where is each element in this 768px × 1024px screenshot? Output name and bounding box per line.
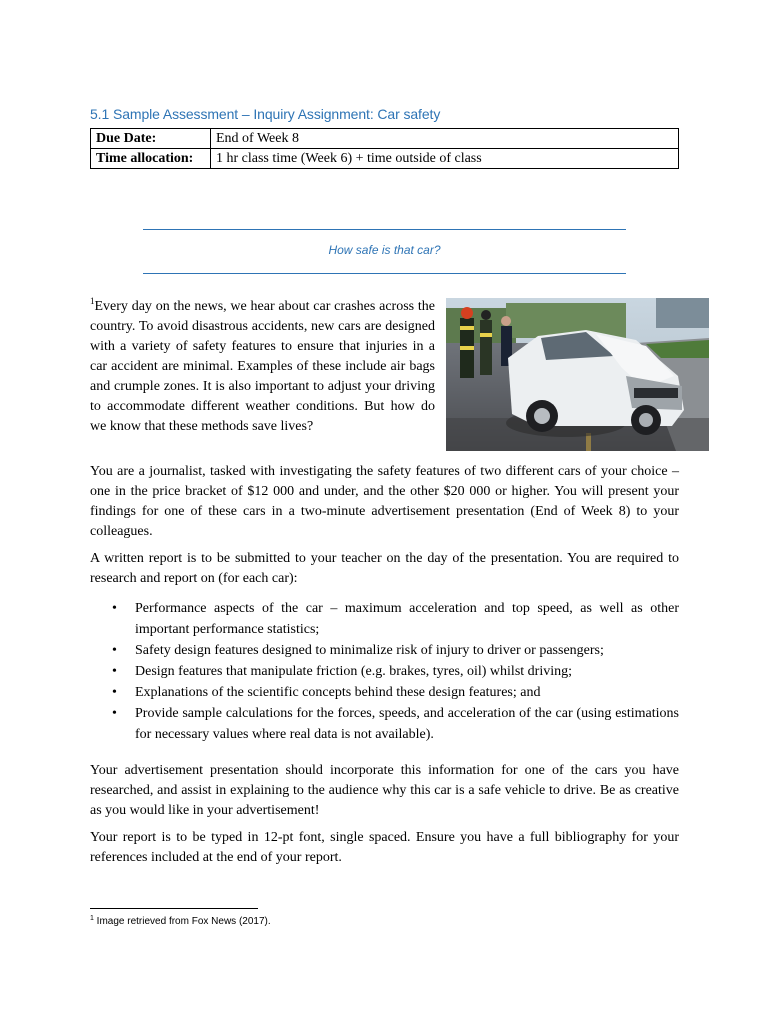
task-paragraph: You are a journalist, tasked with investigating the safety features of two different cars of your choice – one in the price bracket of $12 000 and under, and the other $20 000 or higher. You will present your findings for one of these cars in a two-minute advertisement presentation (End of Week 8) to your colleagues. (90, 464, 679, 539)
bullet-icon: • (112, 601, 117, 616)
footnote (90, 916, 271, 927)
footnote-number: 1 (90, 915, 94, 922)
time-allocation-row (91, 149, 679, 169)
format-paragraph: Your report is to be typed in 12-pt font, single spaced. Ensure you have a full bibliography for your references included at the end of your report. (90, 830, 679, 865)
presentation-paragraph: Your advertisement presentation should incorporate this information for one of the cars you have researched, and assist in explaining to the audience why this car is a safe vehicle to drive. Be as creative as you would like in your advertisement! (90, 763, 679, 818)
list-item (90, 640, 679, 661)
time-allocation-value: 1 hr class time (Week 6) + time outside of class (211, 149, 679, 169)
intro-text: Every day on the news, we hear about car crashes across the country. To avoid disastrous accidents, new cars are designed with a variety of safety features to ensure that injuries in a car accident are minimal. Examples of these include air bags and crumple zones. It is also important to adjust your driving to accommodate different weather conditions. But how do we know that these methods save lives? (90, 299, 435, 434)
list-item (90, 682, 679, 703)
page-title: 5.1 Sample Assessment – Inquiry Assignment: Car safety (90, 106, 441, 122)
due-date-row (91, 129, 679, 149)
bullet-icon: • (112, 664, 117, 679)
list-item-text: Safety design features designed to minimalize risk of injury to driver or passengers; (135, 643, 604, 658)
list-item (90, 661, 679, 682)
bullet-icon: • (112, 706, 117, 721)
report-paragraph: A written report is to be submitted to your teacher on the day of the presentation. You are required to research and report on (for each car): (90, 551, 679, 586)
subtitle-bottom-rule (143, 273, 626, 274)
intro-paragraph (90, 297, 435, 437)
list-item-text: Design features that manipulate friction (e.g. brakes, tyres, oil) whilst driving; (135, 664, 572, 679)
list-item-text: Explanations of the scientific concepts behind these design features; and (135, 685, 541, 700)
footnote-separator (90, 908, 258, 909)
car-crash-photo (446, 298, 709, 451)
footnote-reference: 1 (90, 296, 95, 306)
list-item (90, 703, 679, 745)
requirements-list (90, 598, 679, 745)
subtitle-top-rule (143, 229, 626, 230)
list-item (90, 598, 679, 640)
subtitle: How safe is that car? (328, 243, 441, 257)
assignment-info-table (90, 128, 679, 169)
list-item-text: Performance aspects of the car – maximum acceleration and top speed, as well as other important performance statistics; (135, 601, 679, 637)
due-date-value: End of Week 8 (211, 129, 679, 149)
bullet-icon: • (112, 685, 117, 700)
list-item-text: Provide sample calculations for the forces, speeds, and acceleration of the car (using estimations for necessary values where real data is not available). (135, 706, 679, 742)
time-allocation-label: Time allocation: (91, 149, 211, 169)
bullet-icon: • (112, 643, 117, 658)
footnote-text: Image retrieved from Fox News (2017). (93, 916, 271, 927)
due-date-label: Due Date: (91, 129, 211, 149)
